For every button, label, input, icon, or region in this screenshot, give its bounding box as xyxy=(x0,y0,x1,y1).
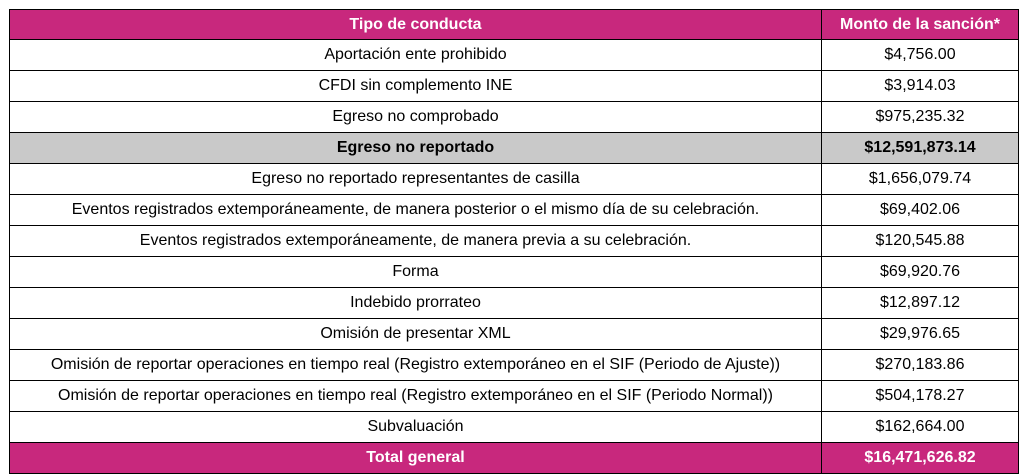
conduct-cell: Egreso no comprobado xyxy=(10,102,822,133)
conduct-cell: Subvaluación xyxy=(10,412,822,443)
conduct-cell: Indebido prorrateo xyxy=(10,288,822,319)
conduct-cell: Omisión de reportar operaciones en tiempo real (Registro extemporáneo en el SIF (Periodo de Ajuste)) xyxy=(10,350,822,381)
amount-cell: $504,178.27 xyxy=(822,381,1019,412)
table-row xyxy=(10,381,1019,412)
conduct-cell: Egreso no reportado xyxy=(10,133,822,164)
conduct-cell: Eventos registrados extemporáneamente, de manera posterior o el mismo día de su celebración. xyxy=(10,195,822,226)
column-header-amount: Monto de la sanción* xyxy=(822,10,1019,40)
table-row xyxy=(10,319,1019,350)
table-row xyxy=(10,412,1019,443)
total-amount: $16,471,626.82 xyxy=(822,443,1019,474)
amount-cell: $12,897.12 xyxy=(822,288,1019,319)
table-row xyxy=(10,288,1019,319)
conduct-cell: Eventos registrados extemporáneamente, de manera previa a su celebración. xyxy=(10,226,822,257)
conduct-cell: Forma xyxy=(10,257,822,288)
table-row xyxy=(10,350,1019,381)
table-row-highlighted xyxy=(10,133,1019,164)
amount-cell: $162,664.00 xyxy=(822,412,1019,443)
table-header-row xyxy=(10,10,1019,40)
table-row xyxy=(10,195,1019,226)
table-row xyxy=(10,164,1019,195)
amount-cell: $120,545.88 xyxy=(822,226,1019,257)
amount-cell: $1,656,079.74 xyxy=(822,164,1019,195)
amount-cell: $69,920.76 xyxy=(822,257,1019,288)
amount-cell: $69,402.06 xyxy=(822,195,1019,226)
total-label: Total general xyxy=(10,443,822,474)
table-row xyxy=(10,40,1019,71)
table-row xyxy=(10,71,1019,102)
conduct-cell: Aportación ente prohibido xyxy=(10,40,822,71)
amount-cell: $4,756.00 xyxy=(822,40,1019,71)
conduct-cell: Omisión de presentar XML xyxy=(10,319,822,350)
conduct-cell: Egreso no reportado representantes de casilla xyxy=(10,164,822,195)
table-row xyxy=(10,257,1019,288)
table-row xyxy=(10,226,1019,257)
conduct-cell: Omisión de reportar operaciones en tiempo real (Registro extemporáneo en el SIF (Periodo Normal)) xyxy=(10,381,822,412)
sanctions-table xyxy=(9,9,1019,474)
amount-cell: $29,976.65 xyxy=(822,319,1019,350)
conduct-cell: CFDI sin complemento INE xyxy=(10,71,822,102)
amount-cell: $270,183.86 xyxy=(822,350,1019,381)
table-row xyxy=(10,102,1019,133)
amount-cell: $975,235.32 xyxy=(822,102,1019,133)
amount-cell: $3,914.03 xyxy=(822,71,1019,102)
amount-cell: $12,591,873.14 xyxy=(822,133,1019,164)
column-header-conduct: Tipo de conducta xyxy=(10,10,822,40)
